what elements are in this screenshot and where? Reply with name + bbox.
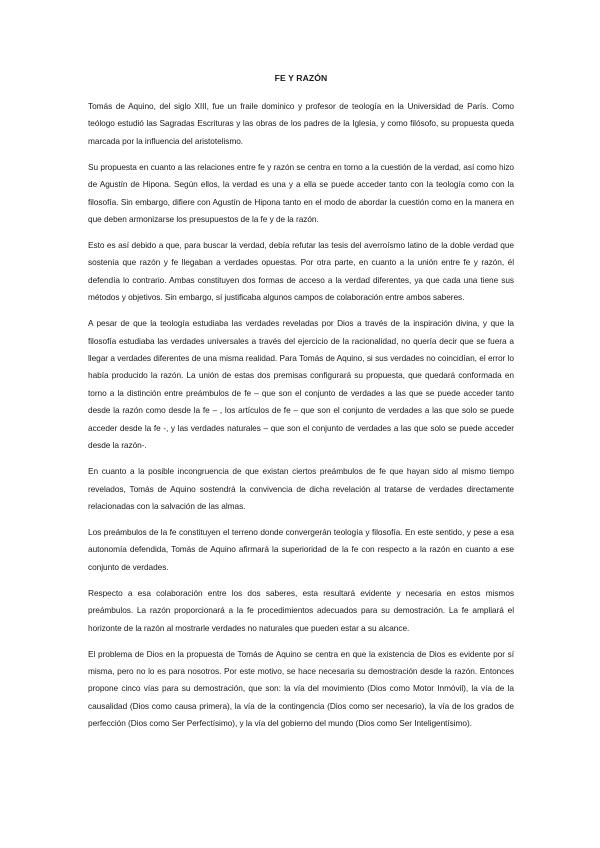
paragraph-averroism: Esto es así debido a que, para buscar la verdad, debía refutar las tesis del averroísmo latino de la doble verdad que sostenía que razón y fe llegaban a verdades opuestas. Por otra parte, en cuanto a la unión entre fe y razón, él defendía lo contrario. Ambas constituyen dos formas de acceso a la verdad diferentes, ya que cada una tiene sus métodos y objetivos. Sin embargo, sí justificaba algunos campos de colaboración entre ambos saberes. — [88, 240, 514, 303]
paragraph-theology-philosophy: A pesar de que la teología estudiaba las verdades reveladas por Dios a través de la inspiración divina, y que la filosofía estudiaba las verdades universales a través del ejercicio de la racionalidad, no quería decir que se fuera a llegar a verdades diferentes de una misma realidad. Para Tomás de Aquino, si sus verdades no coincidían, el error lo había producido la razón. La unión de estas dos premisas configurará su propuesta, que quedará conformada en torno a la distinción entre preámbulos de fe – que son el conjunto de verdades a las que se puede acceder tanto desde la razón como desde la fe – , los artículos de fe – que son el conjunto de verdades a las que solo se puede acceder desde la fe -, y las verdades naturales – que son el conjunto de verdades a las que solo se puede acceder desde la razón-. — [88, 318, 514, 451]
paragraph-incongruence: En cuanto a la posible incongruencia de que existan ciertos preámbulos de fe que hayan sido al mismo tiempo revelados, Tomás de Aquino sostendrá la convivencia de dicha revelación al tratarse de verdades directamente relacionadas con la salvación de las almas. — [88, 466, 514, 511]
paragraph-truth: Su propuesta en cuanto a las relaciones entre fe y razón se centra en torno a la cuestión de la verdad, así como hizo de Agustín de Hipona. Según ellos, la verdad es una y a ella se puede acceder tanto con la teología como con la filosofía. Sin embargo, difiere con Agustín de Hipona tanto en el modo de abordar la cuestión como en la manera en que deben armonizarse los presupuestos de la fe y de la razón. — [88, 161, 514, 225]
paragraph-preambles: Los preámbulos de la fe constituyen el terreno donde convergerán teología y filosofía. En este sentido, y pese a esa autonomía defendida, Tomás de Aquino afirmará la superioridad de la fe con respecto a la razón en cuanto a ese conjunto de verdades. — [88, 526, 514, 572]
document-title: FE Y RAZÓN — [274, 73, 328, 83]
paragraph-collaboration: Respecto a esa colaboración entre los dos saberes, esta resultará evidente y necesaria en estos mismos preámbulos. La razón proporcionará a la fe procedimientos adecuados para su demostración. La fe ampliará el horizonte de la razón al mostrarle verdades no naturales que pueden estar a su alcance. — [88, 587, 514, 633]
document-page — [88, 72, 514, 741]
paragraph-intro: Tomás de Aquino, del siglo XIII, fue un fraile dominico y profesor de teología en la Universidad de París. Como teólogo estudió las Sagradas Escrituras y las obras de los padres de la Iglesia, y como filósofo, su propuesta queda marcada por la influencia del aristotelismo. — [88, 101, 514, 146]
paragraph-five-ways: El problema de Dios en la propuesta de Tomás de Aquino se centra en que la existencia de Dios es evidente por sí misma, pero no lo es para nosotros. Por este motivo, se hace necesaria su demostración desde la razón. Entonces propone cinco vías para su demostración, que son: la vía del movimiento (Dios como Motor Inmóvil), la vía de la causalidad (Dios como causa primera), la vía de la contingencia (Dios como ser necesario), la vía de los grados de perfección (Dios como Ser Perfectísimo), y la vía del gobierno del mundo (Dios como Ser Inteligentísimo). — [88, 648, 514, 729]
